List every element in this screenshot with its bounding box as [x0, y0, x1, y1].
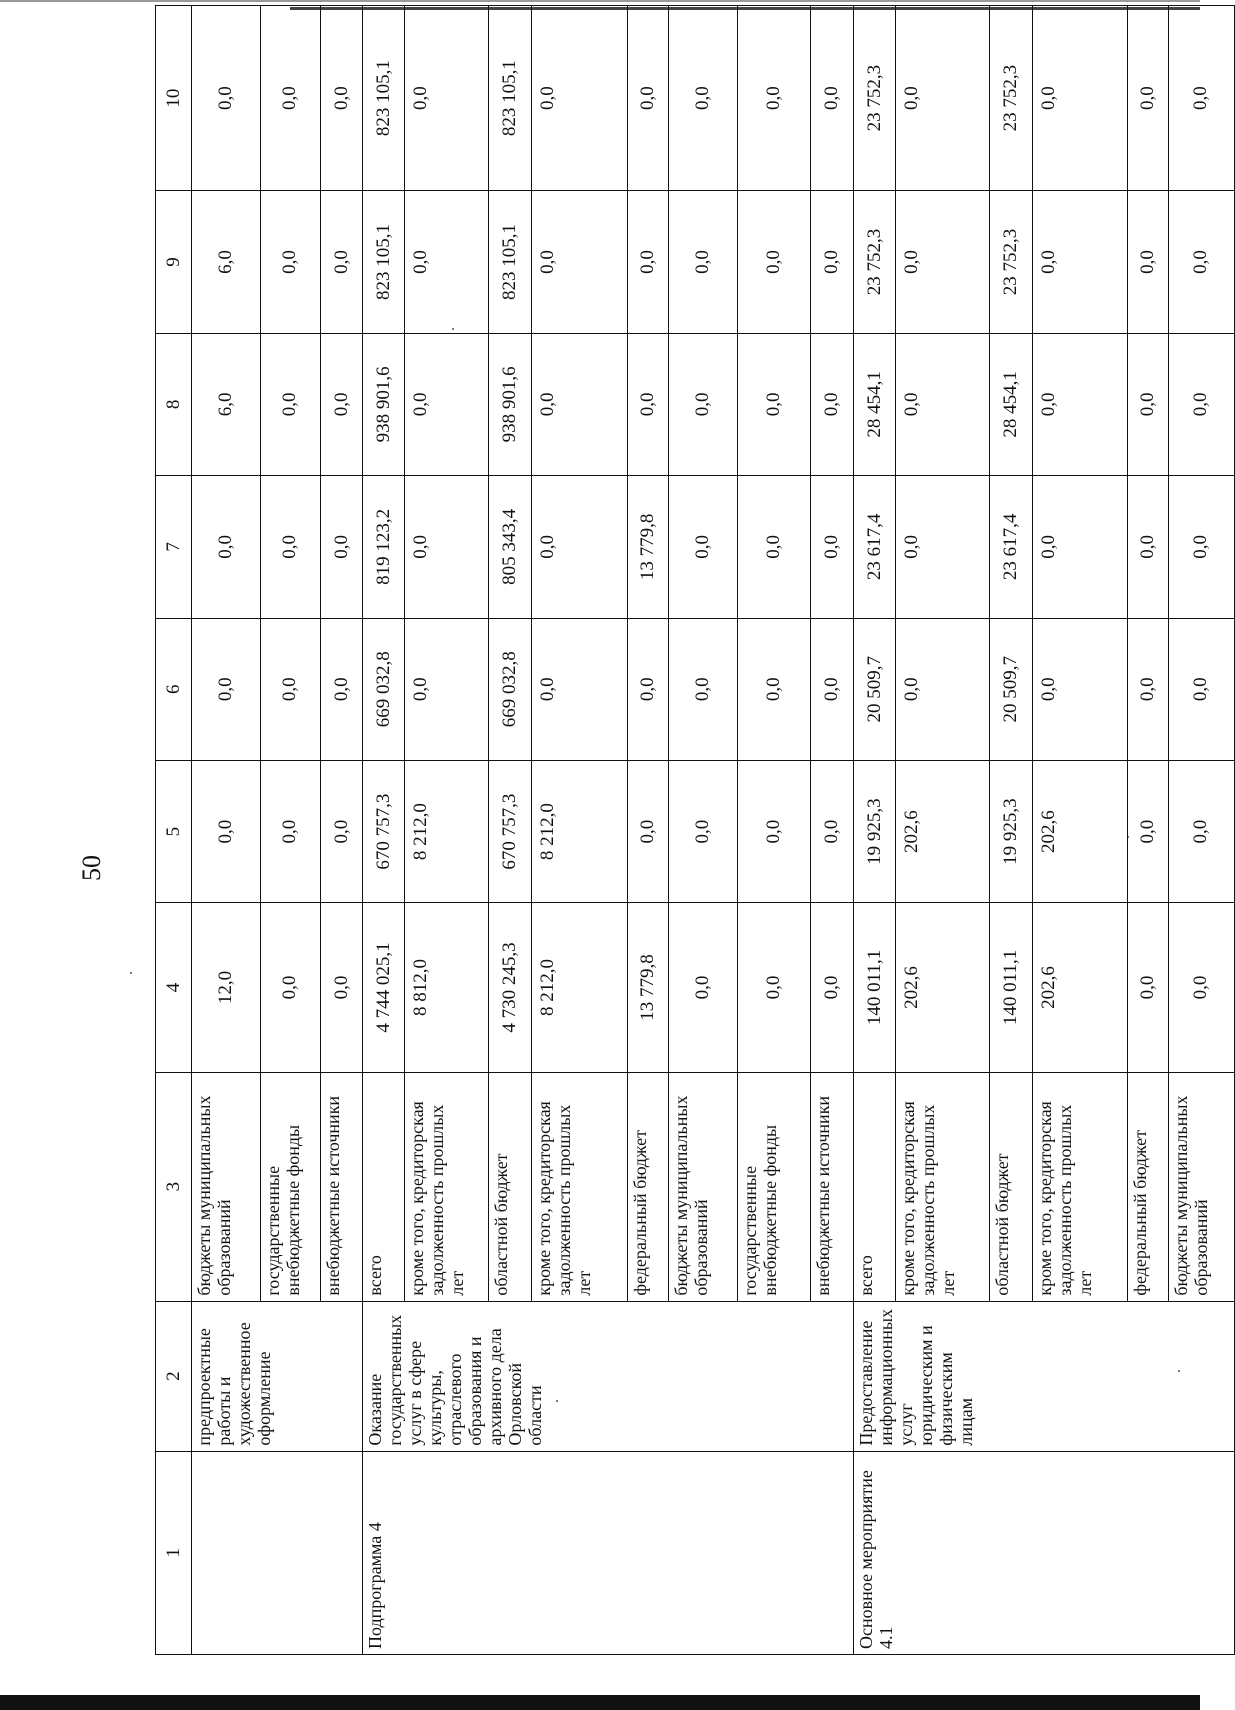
value-cell: 0,0: [192, 760, 261, 902]
value-cell: 0,0: [737, 476, 811, 618]
value-cell: 823 105,1: [363, 6, 405, 191]
funding-source: бюджеты муниципальных образований: [669, 1072, 738, 1301]
header-cell: 7: [156, 476, 192, 618]
value-cell: 0,0: [532, 618, 628, 760]
value-cell: 0,0: [1033, 191, 1128, 333]
value-cell: 0,0: [192, 618, 261, 760]
value-cell: 0,0: [321, 333, 363, 475]
value-cell: 0,0: [628, 618, 669, 760]
value-cell: 0,0: [192, 6, 261, 191]
value-cell: 0,0: [260, 191, 321, 333]
header-cell: 6: [156, 618, 192, 760]
value-cell: 0,0: [405, 6, 489, 191]
value-cell: 140 011,1: [990, 903, 1033, 1072]
value-cell: 823 105,1: [488, 191, 531, 333]
value-cell: 938 901,6: [363, 333, 405, 475]
value-cell: 0,0: [1128, 333, 1169, 475]
header-cell: 5: [156, 760, 192, 902]
header-cell: 9: [156, 191, 192, 333]
value-cell: 0,0: [1128, 6, 1169, 191]
value-cell: 0,0: [405, 191, 489, 333]
value-cell: 0,0: [1033, 333, 1128, 475]
value-cell: 0,0: [737, 191, 811, 333]
funding-source: федеральный бюджет: [1128, 1072, 1169, 1301]
value-cell: 0,0: [811, 760, 854, 902]
value-cell: 6,0: [192, 333, 261, 475]
value-cell: 140 011,1: [854, 903, 896, 1072]
value-cell: 28 454,1: [854, 333, 896, 475]
measure-code: Основное мероприятие 4.1: [854, 1451, 1235, 1654]
value-cell: 938 901,6: [488, 333, 531, 475]
value-cell: 0,0: [260, 6, 321, 191]
funding-source: федеральный бюджет: [628, 1072, 669, 1301]
value-cell: 23 752,3: [990, 6, 1033, 191]
table-row: [192, 6, 261, 1655]
value-cell: 0,0: [321, 618, 363, 760]
value-cell: 0,0: [669, 760, 738, 902]
value-cell: 0,0: [532, 333, 628, 475]
value-cell: 0,0: [321, 903, 363, 1072]
table-row: [854, 6, 896, 1655]
funding-source: кроме того, кредиторская задолженность прошлых лет: [532, 1072, 628, 1301]
value-cell: 4 730 245,3: [488, 903, 531, 1072]
header-cell: 2: [156, 1301, 192, 1451]
value-cell: 8 812,0: [405, 903, 489, 1072]
value-cell: 0,0: [405, 618, 489, 760]
value-cell: 823 105,1: [488, 6, 531, 191]
value-cell: 823 105,1: [363, 191, 405, 333]
value-cell: 0,0: [628, 760, 669, 902]
value-cell: 13 779,8: [628, 903, 669, 1072]
value-cell: 13 779,8: [628, 476, 669, 618]
header-cell: 1: [156, 1451, 192, 1654]
value-cell: 0,0: [260, 618, 321, 760]
value-cell: 0,0: [260, 333, 321, 475]
value-cell: 0,0: [1168, 760, 1234, 902]
value-cell: 0,0: [737, 760, 811, 902]
value-cell: 0,0: [260, 903, 321, 1072]
value-cell: 0,0: [737, 903, 811, 1072]
funding-source: областной бюджет: [990, 1072, 1033, 1301]
value-cell: 23 617,4: [990, 476, 1033, 618]
value-cell: 0,0: [669, 618, 738, 760]
value-cell: 0,0: [669, 191, 738, 333]
value-cell: 202,6: [896, 903, 990, 1072]
value-cell: 4 744 025,1: [363, 903, 405, 1072]
funding-source: внебюджетные источники: [321, 1072, 363, 1301]
value-cell: 19 925,3: [990, 760, 1033, 902]
value-cell: 8 212,0: [532, 903, 628, 1072]
value-cell: 202,6: [896, 760, 990, 902]
scan-edge-bottom: [0, 1695, 1200, 1710]
subprogram-name: Оказание государственных услуг в сфере культуры, отраслевого образования и архивного дела Орловской области: [363, 1301, 854, 1451]
value-cell: 0,0: [896, 6, 990, 191]
value-cell: 0,0: [669, 333, 738, 475]
value-cell: 819 123,2: [363, 476, 405, 618]
funding-source: всего: [854, 1072, 896, 1301]
code-cell: [192, 1451, 363, 1654]
value-cell: 8 212,0: [532, 760, 628, 902]
value-cell: 0,0: [669, 903, 738, 1072]
header-cell: 8: [156, 333, 192, 475]
value-cell: 0,0: [532, 6, 628, 191]
financing-table: [155, 5, 1235, 1655]
value-cell: 0,0: [405, 333, 489, 475]
funding-source: всего: [363, 1072, 405, 1301]
value-cell: 805 343,4: [488, 476, 531, 618]
value-cell: 0,0: [1168, 6, 1234, 191]
value-cell: 0,0: [896, 333, 990, 475]
value-cell: 20 509,7: [854, 618, 896, 760]
value-cell: 12,0: [192, 903, 261, 1072]
value-cell: 0,0: [532, 191, 628, 333]
value-cell: 0,0: [1128, 760, 1169, 902]
scan-speck: [130, 972, 132, 974]
value-cell: 0,0: [669, 6, 738, 191]
funding-source: областной бюджет: [488, 1072, 531, 1301]
header-cell: 4: [156, 903, 192, 1072]
value-cell: 0,0: [1168, 903, 1234, 1072]
subprogram-code: Подпрограмма 4: [363, 1451, 854, 1654]
value-cell: 0,0: [896, 618, 990, 760]
funding-source: бюджеты муниципальных образований: [192, 1072, 261, 1301]
value-cell: 0,0: [321, 476, 363, 618]
value-cell: 0,0: [896, 476, 990, 618]
value-cell: 0,0: [737, 6, 811, 191]
value-cell: 0,0: [811, 476, 854, 618]
value-cell: 8 212,0: [405, 760, 489, 902]
value-cell: 0,0: [321, 6, 363, 191]
value-cell: 0,0: [405, 476, 489, 618]
value-cell: 0,0: [321, 191, 363, 333]
value-cell: 0,0: [1168, 191, 1234, 333]
header-cell: 3: [156, 1072, 192, 1301]
funding-source: бюджеты муниципальных образований: [1168, 1072, 1234, 1301]
value-cell: 19 925,3: [854, 760, 896, 902]
value-cell: 20 509,7: [990, 618, 1033, 760]
funding-source: кроме того, кредиторская задолженность прошлых лет: [1033, 1072, 1128, 1301]
value-cell: 0,0: [1128, 476, 1169, 618]
value-cell: 0,0: [1033, 6, 1128, 191]
value-cell: 23 752,3: [854, 6, 896, 191]
value-cell: 669 032,8: [363, 618, 405, 760]
value-cell: 0,0: [1168, 476, 1234, 618]
value-cell: 0,0: [260, 760, 321, 902]
value-cell: 670 757,3: [363, 760, 405, 902]
value-cell: 0,0: [1168, 618, 1234, 760]
value-cell: 0,0: [260, 476, 321, 618]
value-cell: 0,0: [811, 618, 854, 760]
value-cell: 0,0: [811, 6, 854, 191]
financing-table-rotated: [155, 5, 1235, 1655]
value-cell: 0,0: [737, 333, 811, 475]
value-cell: 202,6: [1033, 760, 1128, 902]
header-row: [156, 6, 192, 1655]
table-row: [363, 6, 405, 1655]
value-cell: 28 454,1: [990, 333, 1033, 475]
value-cell: 0,0: [1128, 618, 1169, 760]
header-cell: 10: [156, 6, 192, 191]
funding-source: государственные внебюджетные фонды: [737, 1072, 811, 1301]
value-cell: 23 752,3: [854, 191, 896, 333]
value-cell: 23 752,3: [990, 191, 1033, 333]
value-cell: 23 617,4: [854, 476, 896, 618]
value-cell: 0,0: [737, 618, 811, 760]
funding-source: кроме того, кредиторская задолженность прошлых лет: [405, 1072, 489, 1301]
value-cell: 0,0: [321, 760, 363, 902]
value-cell: 0,0: [628, 6, 669, 191]
scan-edge-top: [0, 0, 1200, 2]
funding-source: внебюджетные источники: [811, 1072, 854, 1301]
value-cell: 0,0: [1033, 618, 1128, 760]
measure-name: Предоставление информационных услуг юридическим и физическим лицам: [854, 1301, 1235, 1451]
value-cell: 0,0: [1128, 191, 1169, 333]
activity-name: предпроектные работы и художественное оформление: [192, 1301, 363, 1451]
value-cell: 6,0: [192, 191, 261, 333]
funding-source: кроме того, кредиторская задолженность прошлых лет: [896, 1072, 990, 1301]
value-cell: 202,6: [1033, 903, 1128, 1072]
page-number: 50: [77, 855, 106, 881]
value-cell: 0,0: [811, 333, 854, 475]
value-cell: 0,0: [811, 191, 854, 333]
value-cell: 0,0: [628, 191, 669, 333]
value-cell: 0,0: [811, 903, 854, 1072]
value-cell: 0,0: [628, 333, 669, 475]
value-cell: 669 032,8: [488, 618, 531, 760]
value-cell: 0,0: [1128, 903, 1169, 1072]
value-cell: 0,0: [1168, 333, 1234, 475]
value-cell: 0,0: [896, 191, 990, 333]
value-cell: 0,0: [532, 476, 628, 618]
value-cell: 0,0: [669, 476, 738, 618]
funding-source: государственные внебюджетные фонды: [260, 1072, 321, 1301]
value-cell: 670 757,3: [488, 760, 531, 902]
value-cell: 0,0: [192, 476, 261, 618]
value-cell: 0,0: [1033, 476, 1128, 618]
